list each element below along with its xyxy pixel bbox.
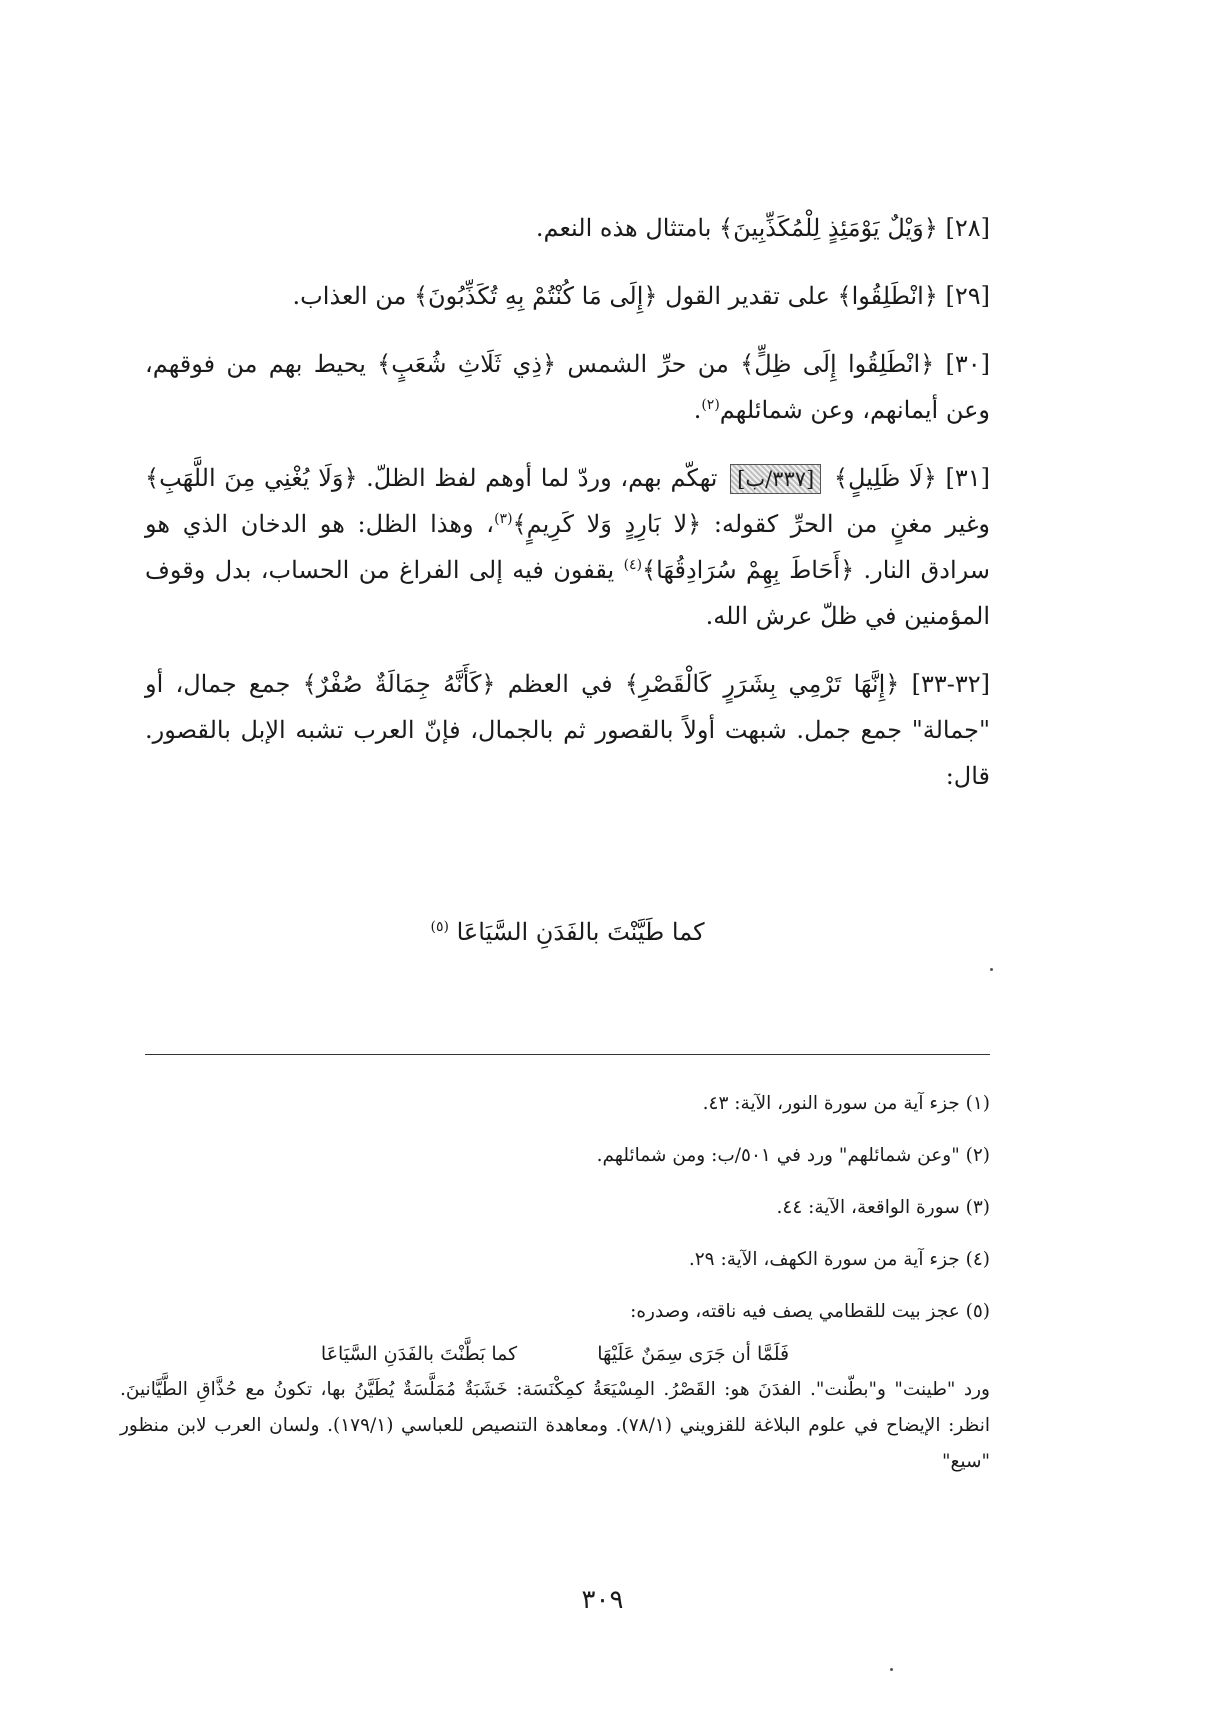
poem-line [120, 1340, 990, 1368]
paragraph-text: ﴿إِنَّهَا تَرْمِي بِشَرَرٍ كَالْقَصْرِ﴾ في العظم ﴿كَأَنَّهُ جِمَالَةٌ صُفْرٌ﴾ جمع جمال، أو "جمالة" جمع جمل. شبهت أولاً بالقصور ثم بالجمال، فإنّ العرب تشبه الإبل بالقصور. قال: [145, 670, 990, 790]
paragraph-end: . [693, 396, 702, 424]
paragraph-31 [145, 455, 990, 639]
paragraph-text: ﴿وَيْلٌ يَوْمَئِذٍ لِلْمُكَذِّبِينَ﴾ بامتثال هذه النعم. [535, 214, 938, 242]
footnote-5-note: ورد "طينت" و"بطّنت". الفدَنَ هو: القَصْرُ. المِسْيَعَةُ كمِكْنَسَة: خَشَبَةٌ مُمَلَّسَةٌ يُطَيَّنُ بها، تكونُ مع حُذَّاقِ الطَّيَّانينَ. انظر: الإيضاح في علوم البلاغة للقزويني (٧٨/١). ومعاهدة التنصيص للعباسي (١٧٩/١). ولسان العرب لابن منظور "سيع" [120, 1379, 990, 1472]
verse-number: [٢٨] [945, 214, 990, 242]
verse-number: [٣٠] [945, 350, 990, 378]
footnote-separator [145, 1054, 990, 1055]
quoted-verse-text: كما طَيَّنْتَ بالفَدَنِ السَّيَاعَا [456, 918, 705, 946]
main-text [145, 205, 990, 821]
footnote-1: (١) جزء آية من سورة النور، الآية: ٤٣. [702, 1093, 990, 1114]
verse-number: [٢٩] [945, 282, 990, 310]
paragraph-32-33 [145, 661, 990, 799]
paragraph-30 [145, 341, 990, 433]
paragraph-text: ﴿انْطَلِقُوا﴾ على تقدير القول ﴿إِلَى مَا كُنْتُمْ بِهِ تُكَذِّبُونَ﴾ من العذاب. [292, 282, 938, 310]
paragraph-28 [145, 205, 990, 251]
speck [890, 1668, 893, 1671]
paragraph-text: ﴿انْطَلِقُوا إِلَى ظِلٍّ﴾ من حرِّ الشمس ﴿ذِي ثَلَاثِ شُعَبٍ﴾ يحيط بهم من فوقهم، وعن أيمانهم، وعن شمائلهم [145, 350, 990, 424]
footnote-3: (٣) سورة الواقعة، الآية: ٤٤. [776, 1197, 990, 1218]
poem-first-hemistich: فَلَمَّا أن جَرَى سِمَنٌ عَلَيْهَا [597, 1343, 790, 1365]
footnote-4: (٤) جزء آية من سورة الكهف، الآية: ٢٩. [688, 1249, 990, 1270]
footnote-reference: (٣) [494, 511, 513, 527]
footnote-reference: (٤) [623, 557, 643, 573]
page-number: ٣٠٩ [581, 1585, 624, 1615]
paragraph-start: ﴿لَا ظَلِيلٍ﴾ [833, 464, 937, 492]
footnote-reference: (٥) [430, 919, 449, 935]
footnote-reference: (٢) [701, 397, 720, 413]
paragraph-29 [145, 273, 990, 319]
quoted-verse [145, 918, 990, 946]
footnote-5: (٥) عجز بيت للقطامي يصف فيه ناقته، وصدره: [630, 1301, 990, 1322]
verse-number: [٣٢-٣٣] [911, 670, 990, 698]
footnotes [120, 1090, 990, 1480]
paragraph-text: يقفون فيه إلى الفراغ من الحساب، بدل وقوف المؤمنين في ظلّ عرش الله. [145, 556, 990, 630]
footnote-2: (٢) "وعن شمائلهم" ورد في ٥٠١/ب: ومن شمائلهم. [596, 1145, 990, 1166]
paragraph-text: ، وهذا الظل: هو الدخان الذي هو سرادق النار. ﴿أَحَاطَ بِهِمْ سُرَادِقُهَا﴾ [145, 510, 990, 584]
paragraph-text: تهكّم بهم، وردّ لما أوهم لفظ الظلّ. ﴿وَلَا يُغْنِي مِنَ اللَّهَبِ﴾ وغير مغنٍ من الحرِّ كقوله: ﴿لا بَارِدٍ وَلا كَرِيمٍ﴾ [145, 464, 990, 538]
manuscript-page-reference: [٣٣٧/ب] [730, 464, 821, 494]
poem-second-hemistich: كما بَطَّنْتَ بالفَدَنِ السَّيَاعَا [320, 1343, 518, 1365]
speck [990, 968, 993, 971]
verse-number: [٣١] [945, 464, 990, 492]
